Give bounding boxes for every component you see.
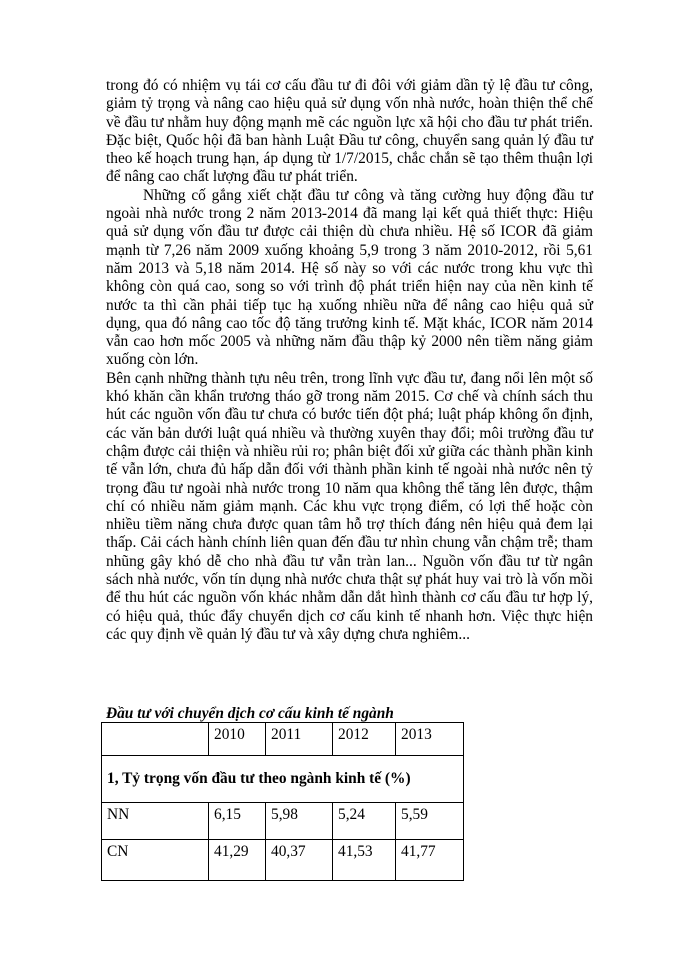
year-header-cell: 2013: [396, 723, 464, 756]
year-header-cell: 2010: [209, 723, 266, 756]
table-row: [102, 840, 464, 881]
value-cell: 5,24: [333, 803, 396, 840]
paragraph-1: trong đó có nhiệm vụ tái cơ cấu đầu tư đi đôi với giảm dần tỷ lệ đầu tư công, giảm tỷ trọng và nâng cao hiệu quả sử dụng vốn nhà nước, hoàn thiện thể chế về đầu tư nhằm huy động mạnh mẽ các nguồn lực xã hội cho đầu tư phát triển. Đặc biệt, Quốc hội đã ban hành Luật Đầu tư công, chuyển sang quản lý đầu tư theo kế hoạch trung hạn, áp dụng từ 1/7/2015, chắc chắn sẽ tạo thêm thuận lợi để nâng cao chất lượng đầu tư phát triển.: [106, 77, 593, 186]
table-title: Đầu tư với chuyển dịch cơ cấu kinh tế ngành: [106, 705, 394, 722]
value-cell: 6,15: [209, 803, 266, 840]
section-title-cell: 1, Tỷ trọng vốn đầu tư theo ngành kinh tế (%): [102, 756, 464, 803]
row-label-cell: CN: [102, 840, 209, 881]
table-row: [102, 803, 464, 840]
year-header-cell: 2011: [266, 723, 333, 756]
value-cell: 41,77: [396, 840, 464, 881]
table-section-row: [102, 756, 464, 803]
header-empty-cell: [102, 723, 209, 756]
investment-structure-table: [101, 722, 464, 881]
year-header-cell: 2012: [333, 723, 396, 756]
table-header-row: [102, 723, 464, 756]
value-cell: 5,98: [266, 803, 333, 840]
value-cell: 5,59: [396, 803, 464, 840]
row-label-cell: NN: [102, 803, 209, 840]
paragraph-2: Những cố gắng xiết chặt đầu tư công và tăng cường huy động đầu tư ngoài nhà nước trong 2 năm 2013-2014 đã mang lại kết quả thiết thực: Hiệu quả sử dụng vốn đầu tư được cải thiện dù chưa nhiều. Hệ số ICOR đã giảm mạnh từ 7,26 năm 2009 xuống khoảng 5,9 trong 3 năm 2010-2012, rồi 5,61 năm 2013 và 5,18 năm 2014. Hệ số này so với các nước trong khu vực thì không còn quá cao, song so với trình độ phát triển hiện nay của nền kinh tế nước ta thì cần phải tiếp tục hạ xuống nhiều nữa để nâng cao hiệu quả sử dụng, qua đó nâng cao tốc độ tăng trưởng kinh tế. Mặt khác, ICOR năm 2014 vẫn cao hơn mốc 2005 và những năm đầu thập kỷ 2000 nên tiềm năng giảm xuống còn lớn.: [106, 186, 593, 369]
value-cell: 41,53: [333, 840, 396, 881]
paragraph-3: Bên cạnh những thành tựu nêu trên, trong lĩnh vực đầu tư, đang nổi lên một số khó khăn cần khẩn trương tháo gỡ trong năm 2015. Cơ chế và chính sách thu hút các nguồn vốn đầu tư chưa có bước tiến đột phá; luật pháp không ổn định, các văn bản dưới luật quá nhiều và thường xuyên thay đổi; môi trường đầu tư chậm được cải thiện và nhiều rủi ro; phân biệt đối xử giữa các thành phần kinh tế vẫn lớn, chưa đủ hấp dẫn đối với thành phần kinh tế ngoài nhà nước nên tỷ trọng đầu tư ngoài nhà nước trong 10 năm qua không thể tăng lên được, thậm chí có nhiều năm giảm mạnh. Các khu vực trọng điểm, có lợi thế hoặc còn nhiều tiềm năng chưa được quan tâm hỗ trợ thích đáng nên hiệu quả đem lại thấp. Cải cách hành chính liên quan đến đầu tư nhìn chung vẫn chậm trễ; tham nhũng gây khó dễ cho nhà đầu tư vẫn tràn lan... Nguồn vốn đầu tư từ ngân sách nhà nước, vốn tín dụng nhà nước chưa thật sự phát huy vai trò là vốn mồi để thu hút các nguồn vốn khác nhằm dẫn dắt hình thành cơ cấu đầu tư hợp lý, có hiệu quả, thúc đẩy chuyển dịch cơ cấu kinh tế nhanh hơn. Việc thực hiện các quy định về quản lý đầu tư và xây dựng chưa nghiêm...: [106, 369, 593, 643]
value-cell: 41,29: [209, 840, 266, 881]
value-cell: 40,37: [266, 840, 333, 881]
body-text: [106, 77, 593, 644]
